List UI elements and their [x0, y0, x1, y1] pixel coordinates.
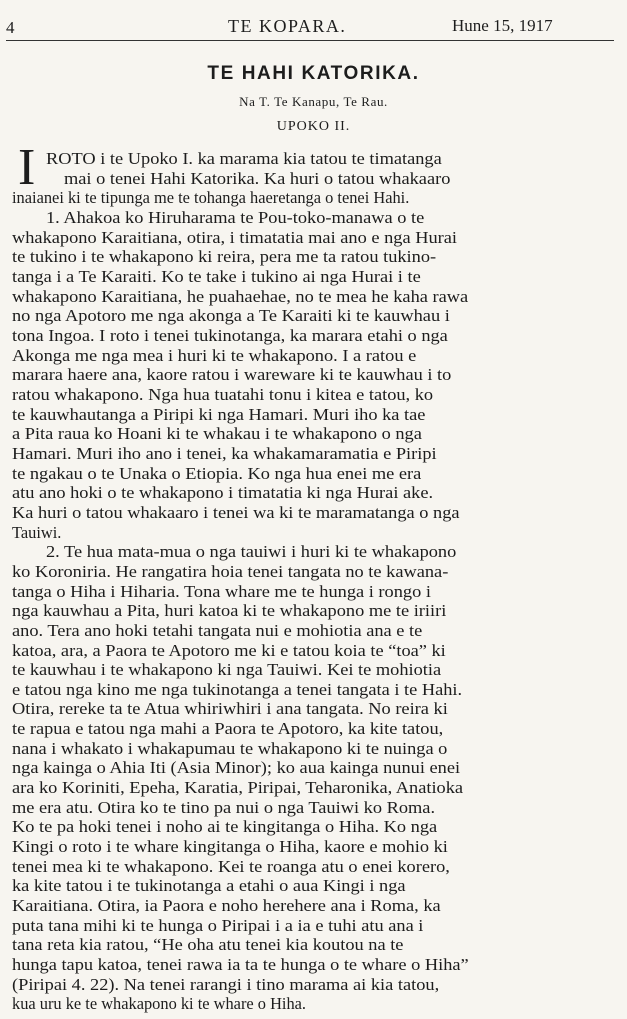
body-line: Karaitiana. Otira, ia Paora e noho herehere ana i Roma, ka [12, 896, 441, 916]
body-line: Ka huri o tatou whakaaro i tenei wa ki te maramatanga o nga [12, 502, 460, 522]
article-byline: Na T. Te Kanapu, Te Rau. [239, 94, 388, 109]
page-number: 4 [6, 18, 15, 37]
body-line: tenei mea ki te whakapono. Kei te roanga atu o enei korero, [12, 856, 450, 876]
chapter-heading: UPOKO II. [276, 119, 351, 134]
article-title: TE HAHI KATORIKA. [207, 63, 420, 84]
body-line: tanga i a Te Karaiti. Ko te take i tukino ai nga Hurai i te [12, 266, 421, 286]
body-line: ko Koroniria. He rangatira hoia tenei tangata no te kawana- [12, 561, 449, 581]
body-line: Tauiwi. [12, 522, 62, 542]
body-line: Akonga me nga mea i huri ki te whakapono. I a ratou e [12, 345, 417, 365]
body-line: ano. Tera ano hoki tetahi tangata nui e mohiotia ana e te [12, 620, 423, 640]
body-line: mai o tenei Hahi Katorika. Ka huri o tatou whakaaro [64, 168, 451, 188]
publication-title: TE KOPARA. [228, 16, 347, 36]
body-line: ratou whakapono. Nga hua tuatahi tonu i kitea e tatou, ko [12, 384, 434, 404]
body-line: Ko te pa hoki tenei i noho ai te kingitanga o Hiha. Ko nga [12, 817, 438, 837]
issue-date: Hune 15, 1917 [452, 16, 553, 35]
body-line: ka kite tatou i te tukinotanga a etahi o aua Kingi i nga [12, 876, 406, 896]
body-line: a Pita raua ko Hoani ki te whakau i te whakapono o nga [12, 424, 422, 444]
body-line: no nga Apotoro me nga akonga a Te Karaiti ki te kauwhau i [12, 306, 450, 326]
body-line: Hamari. Muri iho ano i tenei, ka whakamaramatia e Piripi [12, 443, 437, 463]
body-line: puta tana mihi ki te hunga o Piripai i a ia e tuhi atu ana i [12, 915, 424, 935]
body-line: tana reta kia ratou, “He oha atu tenei kia koutou na te [12, 935, 404, 955]
body-line: (Piripai 4. 22). Na tenei rarangi i tino marama ai kia tatou, [12, 974, 440, 994]
body-line: te tukino i te whakapono ki reira, pera me ta ratou tukino- [12, 247, 437, 267]
body-line: whakapono Karaitiana, otira, i timatatia mai ano e nga Hurai [12, 227, 458, 247]
body-line: hunga tapu katoa, tenei rawa ia ta te hunga o te whare o Hiha” [12, 955, 469, 975]
body-line: te rapua e tatou nga mahi a Paora te Apotoro, ka kite tatou, [12, 719, 444, 739]
body-line: tona Ingoa. I roto i tenei tukinotanga, ka marara etahi o nga [12, 325, 448, 345]
body-line: ROTO i te Upoko I. ka marama kia tatou te timatanga [46, 149, 442, 168]
body-line: ara ko Koriniti, Epeha, Karatia, Piripai, Teharonika, Anatioka [12, 778, 464, 798]
body-line: 2. Te hua mata-mua o nga tauiwi i huri ki te whakapono [46, 542, 457, 562]
body-line: atu ano hoki o te whakapono i timatatia ki nga Hurai ake. [12, 483, 434, 503]
body-line: me era atu. Otira ko te tino pa nui o nga Tauiwi ko Roma. [12, 797, 436, 817]
body-line: whakapono Karaitiana, he puahaehae, no te mea he kaha rawa [12, 286, 469, 306]
page-header [0, 12, 627, 42]
body-line: nga kauwhau a Pita, huri katoa ki te whakapono me te iriiri [12, 601, 447, 621]
body-line: tanga o Hiha i Hiharia. Tona whare me te hunga i rongo i [12, 581, 431, 601]
body-line: marara haere ana, kaore ratou i wareware ki te kauwhau i to [12, 365, 452, 385]
drop-cap: I [18, 139, 36, 196]
body-line: inaianei ki te tipunga me te tohanga haeretanga o tenei Hahi. [12, 188, 410, 208]
body-line: e tatou nga kino me nga tukinotanga a tenei tangata i te Hahi. [12, 679, 463, 699]
body-line: katoa, ara, a Paora te Apotoro me ki e tatou koia te “toa” ki [12, 640, 446, 660]
body-line: nga kainga o Ahia Iti (Asia Minor); ko aua kainga nunui enei [12, 758, 461, 778]
body-line: Otira, rereke ta te Atua whiriwhiri i ana tangata. No reira ki [12, 699, 448, 719]
body-line: Kingi o roto i te whare kingitanga o Hiha, kaore e mohio ki [12, 837, 448, 857]
body-line: kua uru ke te whakapono ki te whare o Hiha. [12, 994, 307, 1014]
body-line: te ngakau o te Unaka o Etiopia. Ko nga hua enei me era [12, 463, 422, 483]
header-rule [6, 40, 614, 41]
body-line: nana i whakato i whakapumau te whakapono ki te nuinga o [12, 738, 448, 758]
body-line: te kauwhautanga a Piripi ki nga Hamari. Muri iho ka tae [12, 404, 426, 424]
body-line: te kauwhau i te whakapono ki nga Tauiwi. Kei te mohiotia [12, 660, 442, 680]
body-line: 1. Ahakoa ko Hiruharama te Pou-toko-manawa o te [46, 207, 425, 227]
